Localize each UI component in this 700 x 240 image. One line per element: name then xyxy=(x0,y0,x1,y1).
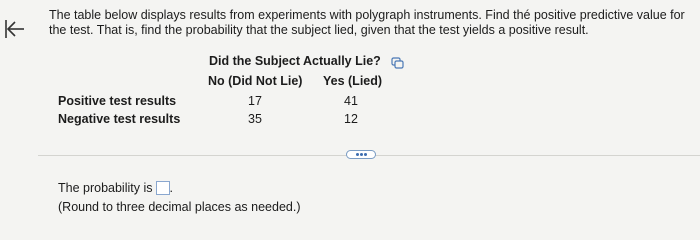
more-options-button[interactable] xyxy=(346,150,376,159)
answer-line xyxy=(58,181,173,195)
copy-icon[interactable] xyxy=(391,56,404,68)
row-label-positive: Positive test results xyxy=(58,94,177,108)
cell-negative-no: 35 xyxy=(248,112,262,126)
column-header-yes: Yes (Lied) xyxy=(323,74,383,88)
cell-negative-yes: 12 xyxy=(344,112,358,126)
question-prompt: The table below displays results from experiments with polygraph instruments. Find thé positive predictive value for the test. That is, find the probability that the subject lied, given that the test yields a positive result. xyxy=(49,8,685,37)
row-label-negative: Negative test results xyxy=(58,112,181,126)
answer-prefix: The probability is xyxy=(58,181,153,195)
answer-input[interactable] xyxy=(156,181,170,195)
column-header-no: No (Did Not Lie) xyxy=(208,74,303,88)
answer-suffix: . xyxy=(169,181,173,195)
rounding-hint: (Round to three decimal places as needed.) xyxy=(58,200,301,214)
ellipsis-icon xyxy=(356,153,359,156)
back-arrow-icon[interactable] xyxy=(4,18,26,40)
cell-positive-no: 17 xyxy=(248,94,262,108)
cell-positive-yes: 41 xyxy=(344,94,358,108)
column-group-title: Did the Subject Actually Lie? xyxy=(209,54,381,68)
